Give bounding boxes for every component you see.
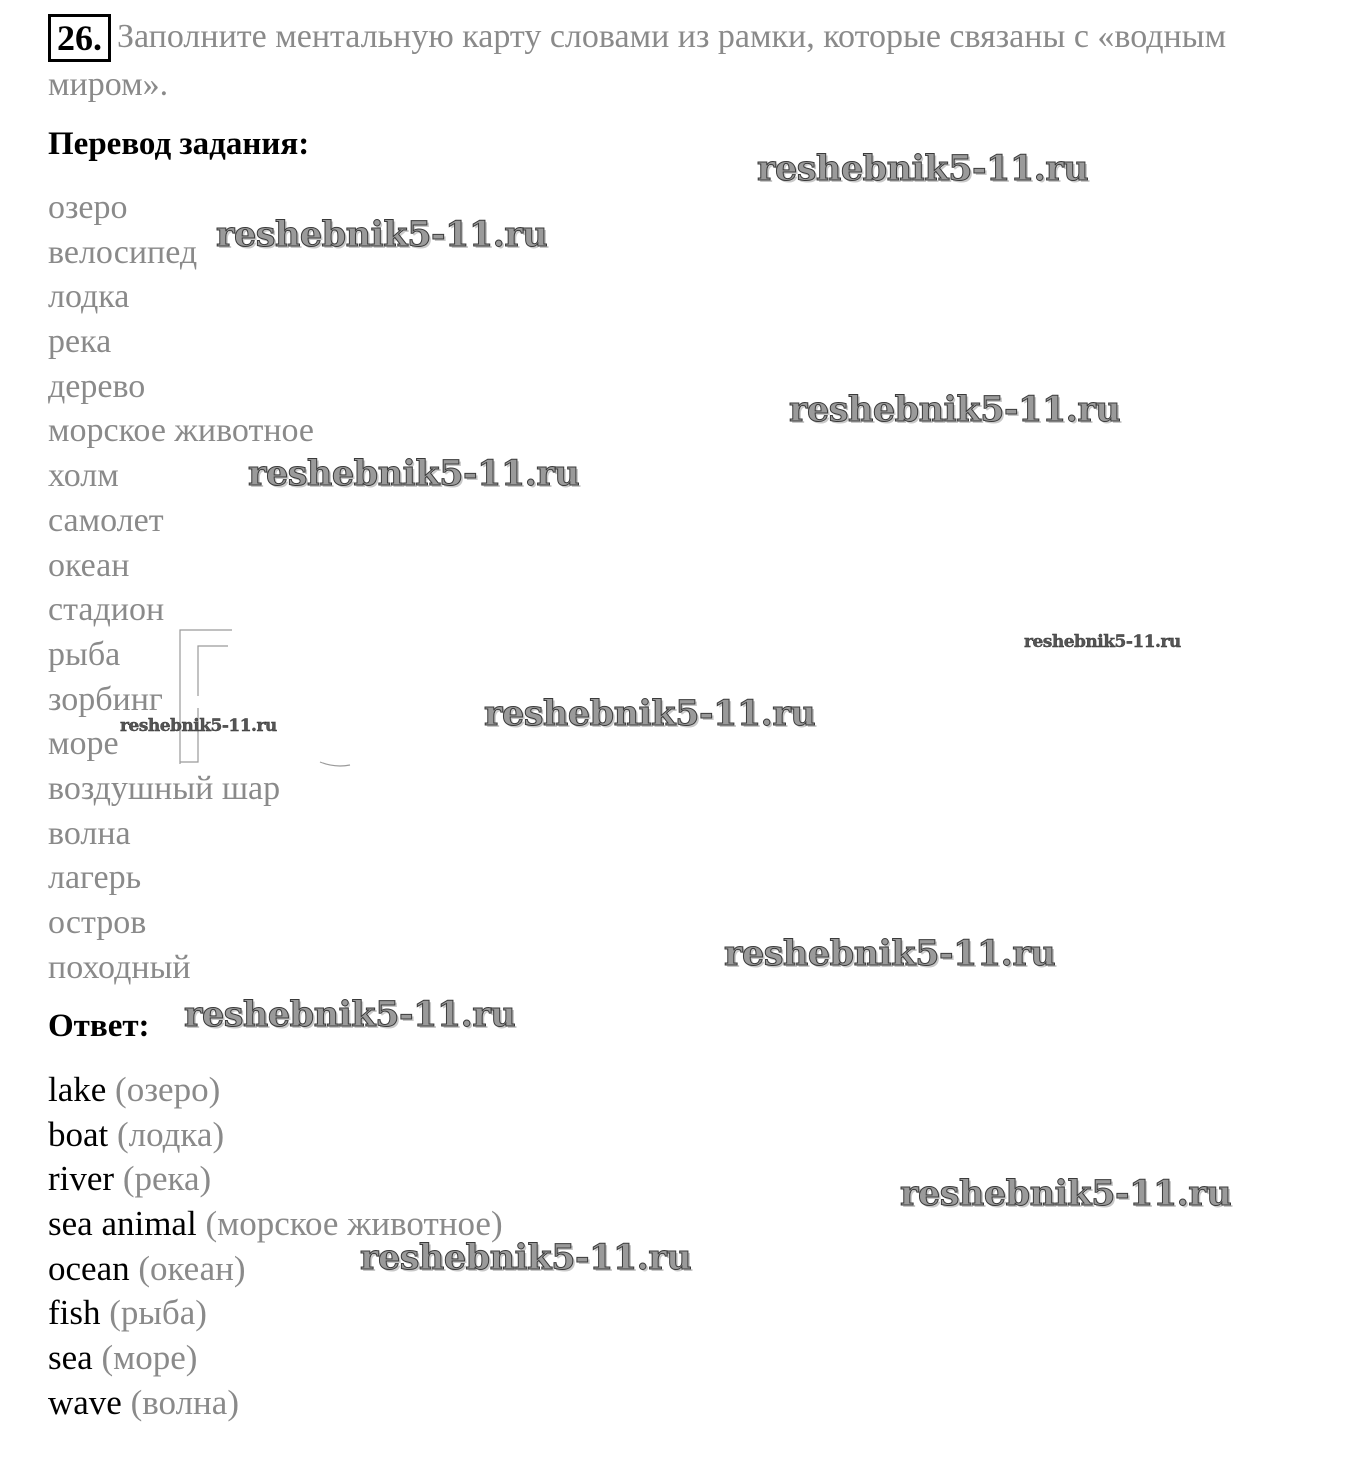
watermark: reshebnik5-11.ru — [1024, 632, 1181, 652]
answer-russian-translation: (лодка) — [117, 1114, 225, 1154]
russian-word-list — [48, 186, 314, 990]
watermark: reshebnik5-11.ru — [216, 214, 548, 255]
list-item: холм — [48, 457, 119, 495]
answer-russian-translation: (волна) — [130, 1382, 239, 1422]
answer-english-word: sea — [48, 1338, 93, 1378]
answer-english-word: river — [48, 1159, 115, 1199]
watermark: reshebnik5-11.ru — [724, 933, 1056, 974]
list-item: озеро — [48, 189, 128, 226]
list-item: море — [48, 725, 119, 763]
answer-russian-translation: (морское животное) — [205, 1204, 503, 1244]
list-item: река — [48, 323, 112, 361]
watermark: reshebnik5-11.ru — [360, 1237, 692, 1278]
task-number: 26. — [48, 14, 111, 62]
list-item: океан — [48, 546, 130, 584]
answer-russian-translation: (океан) — [138, 1248, 246, 1288]
answer-item — [48, 1336, 503, 1381]
translation-heading: Перевод задания: — [48, 126, 310, 162]
answer-russian-translation: (река) — [122, 1159, 212, 1199]
answer-english-word: lake — [48, 1070, 107, 1109]
watermark: reshebnik5-11.ru — [757, 148, 1089, 189]
bracket-frame-decoration — [170, 628, 360, 778]
list-item: рыба — [48, 635, 121, 673]
watermark: reshebnik5-11.ru — [120, 716, 277, 736]
answer-item — [48, 1113, 503, 1158]
task-instruction: Заполните ментальную карту словами из рамки, которые связаны с «водным миром». — [48, 18, 1227, 103]
answer-english-word: fish — [48, 1293, 101, 1333]
list-item: волна — [48, 814, 131, 852]
answer-russian-translation: (рыба) — [109, 1293, 207, 1333]
list-item: зорбинг — [48, 680, 163, 718]
list-item: самолет — [48, 501, 164, 539]
answer-russian-translation: (озеро) — [115, 1070, 221, 1109]
list-item: морское животное — [48, 412, 315, 450]
task-header — [48, 14, 1308, 108]
list-item: велосипед — [48, 233, 198, 271]
answer-russian-translation: (море) — [101, 1338, 198, 1378]
watermark: reshebnik5-11.ru — [484, 693, 816, 734]
answer-english-word: sea animal — [48, 1204, 197, 1244]
list-item: стадион — [48, 591, 165, 629]
answer-heading: Ответ: — [48, 1008, 150, 1044]
watermark: reshebnik5-11.ru — [184, 994, 516, 1035]
list-item: лагерь — [48, 859, 142, 897]
list-item: походный — [48, 948, 191, 986]
answer-english-word: boat — [48, 1114, 109, 1154]
answer-item — [48, 1157, 503, 1202]
answer-item — [48, 1381, 503, 1426]
watermark: reshebnik5-11.ru — [900, 1173, 1232, 1214]
answer-english-word: wave — [48, 1382, 122, 1422]
list-item: остров — [48, 904, 147, 941]
list-item: воздушный шар — [48, 769, 281, 807]
watermark: reshebnik5-11.ru — [248, 453, 580, 494]
watermark: reshebnik5-11.ru — [789, 389, 1121, 430]
answer-item — [48, 1291, 503, 1336]
list-item: дерево — [48, 367, 146, 405]
answer-item — [48, 1068, 503, 1113]
list-item: лодка — [48, 278, 130, 316]
answer-english-word: ocean — [48, 1248, 139, 1288]
